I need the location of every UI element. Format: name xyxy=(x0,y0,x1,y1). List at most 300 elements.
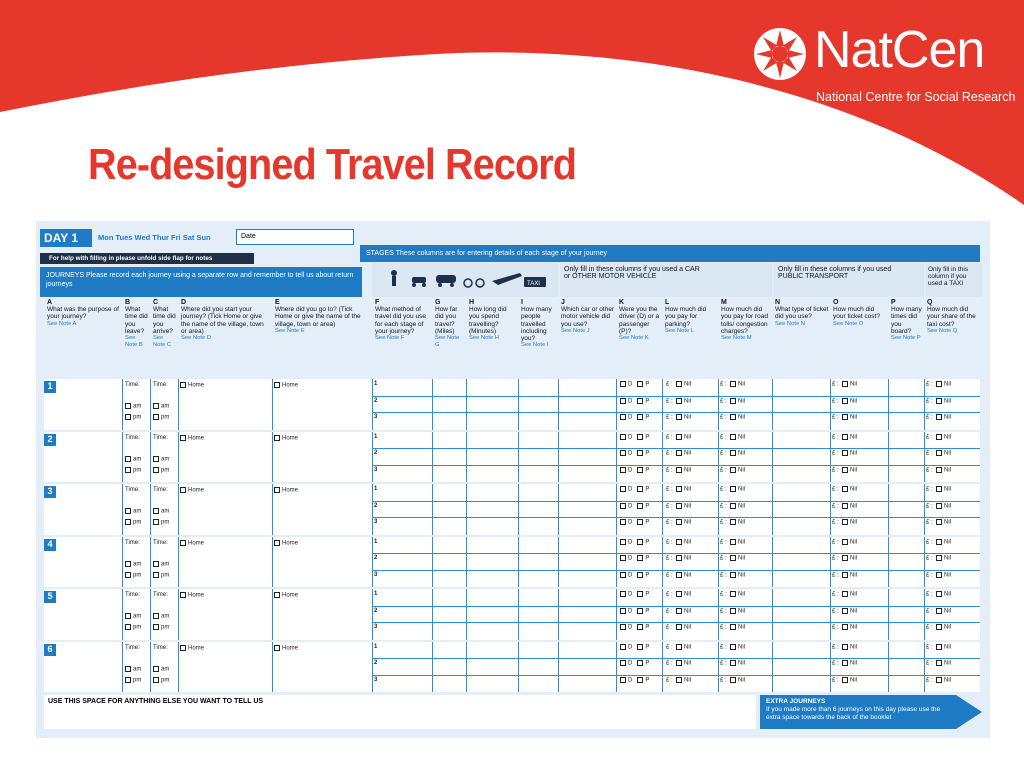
column-divider xyxy=(518,484,519,535)
start-home-option: Home xyxy=(180,435,204,443)
checkbox[interactable] xyxy=(125,414,131,420)
column-divider xyxy=(518,432,519,483)
column-text: What time did you leave? xyxy=(125,306,148,335)
column-key: L xyxy=(665,299,670,306)
checkbox[interactable] xyxy=(125,519,131,525)
taxi-cost: £ : Nil xyxy=(926,624,952,631)
checkbox[interactable] xyxy=(153,624,159,630)
checkbox[interactable] xyxy=(936,624,942,630)
checkbox[interactable] xyxy=(730,591,736,597)
checkbox[interactable] xyxy=(620,555,626,561)
checkbox[interactable] xyxy=(842,450,848,456)
checkbox[interactable] xyxy=(676,503,682,509)
checkbox[interactable] xyxy=(637,555,643,561)
ticket-cost: £ : Nil xyxy=(832,624,858,631)
checkbox[interactable] xyxy=(842,381,848,387)
column-divider xyxy=(616,589,617,640)
ticket-cost: £ : Nil xyxy=(832,434,858,441)
stage-number: 2 xyxy=(374,607,378,614)
checkbox[interactable] xyxy=(153,519,159,525)
checkbox[interactable] xyxy=(274,487,280,493)
toll-cost: £ : Nil xyxy=(720,644,746,651)
column-header-k xyxy=(619,299,661,342)
time-cell: Time: xyxy=(153,487,168,493)
column-divider xyxy=(616,379,617,430)
column-header-h xyxy=(469,299,517,342)
column-note: See Note O xyxy=(833,320,864,327)
start-home-option: Home xyxy=(180,487,204,495)
column-note: See Note B xyxy=(125,335,143,349)
checkbox[interactable] xyxy=(730,624,736,630)
checkbox[interactable] xyxy=(620,398,626,404)
checkbox[interactable] xyxy=(180,487,186,493)
checkbox[interactable] xyxy=(842,591,848,597)
journey-row-2 xyxy=(44,432,980,483)
column-note: See Note Q xyxy=(927,327,958,334)
checkbox[interactable] xyxy=(180,645,186,651)
checkbox[interactable] xyxy=(274,540,280,546)
checkbox[interactable] xyxy=(620,624,626,630)
column-divider xyxy=(558,484,559,535)
column-divider xyxy=(150,432,151,483)
parking-cost: £ : Nil xyxy=(666,450,692,457)
journey-number: 3 xyxy=(44,486,56,498)
ticket-cost: £ : Nil xyxy=(832,608,858,615)
start-home-option: Home xyxy=(180,540,204,548)
time-cell: Time: xyxy=(153,644,168,651)
checkbox[interactable] xyxy=(730,450,736,456)
checkbox[interactable] xyxy=(842,572,848,578)
checkbox[interactable] xyxy=(676,660,682,666)
column-header-o xyxy=(833,299,887,328)
checkbox[interactable] xyxy=(730,381,736,387)
checkbox[interactable] xyxy=(125,613,131,619)
checkbox[interactable] xyxy=(842,644,848,650)
checkbox[interactable] xyxy=(842,467,848,473)
parking-cost: £ : Nil xyxy=(666,608,692,615)
column-divider xyxy=(272,537,273,588)
ticket-cost: £ : Nil xyxy=(832,555,858,562)
toll-cost: £ : Nil xyxy=(720,381,746,388)
column-note: See Note N xyxy=(775,320,805,327)
column-divider xyxy=(830,537,831,588)
checkbox[interactable] xyxy=(637,677,643,683)
column-divider xyxy=(924,537,925,588)
checkbox[interactable] xyxy=(730,572,736,578)
stages-header: STAGES These columns are for entering details of each stage of your journey xyxy=(360,245,980,262)
journey-row-3 xyxy=(44,484,980,535)
checkbox[interactable] xyxy=(620,644,626,650)
ticket-cost: £ : Nil xyxy=(832,677,858,684)
column-key: E xyxy=(275,299,280,306)
checkbox[interactable] xyxy=(125,561,131,567)
checkbox[interactable] xyxy=(842,624,848,630)
taxi-cost: £ : Nil xyxy=(926,677,952,684)
driver-passenger-option: D P xyxy=(620,539,649,547)
checkbox[interactable] xyxy=(730,608,736,614)
checkbox[interactable] xyxy=(274,645,280,651)
checkbox[interactable] xyxy=(637,434,643,440)
checkbox[interactable] xyxy=(620,660,626,666)
pm-option: pm xyxy=(125,624,141,632)
checkbox[interactable] xyxy=(153,467,159,473)
checkbox[interactable] xyxy=(730,644,736,650)
checkbox[interactable] xyxy=(730,519,736,525)
toll-cost: £ : Nil xyxy=(720,519,746,526)
checkbox[interactable] xyxy=(637,608,643,614)
taxi-cost: £ : Nil xyxy=(926,572,952,579)
checkbox[interactable] xyxy=(637,572,643,578)
toll-cost: £ : Nil xyxy=(720,503,746,510)
checkbox[interactable] xyxy=(620,608,626,614)
column-divider xyxy=(616,484,617,535)
checkbox[interactable] xyxy=(936,660,942,666)
checkbox[interactable] xyxy=(676,414,682,420)
pm-option: pm xyxy=(125,414,141,422)
column-divider xyxy=(372,589,373,640)
checkbox[interactable] xyxy=(153,666,159,672)
checkbox[interactable] xyxy=(180,435,186,441)
checkbox[interactable] xyxy=(730,503,736,509)
checkbox[interactable] xyxy=(936,381,942,387)
column-divider xyxy=(150,379,151,430)
checkbox[interactable] xyxy=(637,591,643,597)
end-home-option: Home xyxy=(274,540,298,548)
checkbox[interactable] xyxy=(842,503,848,509)
checkbox[interactable] xyxy=(180,382,186,388)
column-divider xyxy=(888,537,889,588)
parking-cost: £ : Nil xyxy=(666,434,692,441)
checkbox[interactable] xyxy=(842,414,848,420)
parking-cost: £ : Nil xyxy=(666,677,692,684)
checkbox[interactable] xyxy=(274,592,280,598)
checkbox[interactable] xyxy=(936,450,942,456)
column-divider xyxy=(372,379,373,430)
checkbox[interactable] xyxy=(180,540,186,546)
checkbox[interactable] xyxy=(676,434,682,440)
checkbox[interactable] xyxy=(153,456,159,462)
column-divider xyxy=(150,537,151,588)
checkbox[interactable] xyxy=(936,555,942,561)
toll-cost: £ : Nil xyxy=(720,398,746,405)
column-divider xyxy=(372,642,373,693)
checkbox[interactable] xyxy=(676,519,682,525)
checkbox[interactable] xyxy=(153,613,159,619)
checkbox[interactable] xyxy=(637,624,643,630)
am-option: am xyxy=(125,666,141,674)
checkbox[interactable] xyxy=(153,508,159,514)
checkbox[interactable] xyxy=(620,572,626,578)
column-divider xyxy=(772,642,773,693)
column-note: See Note C xyxy=(153,335,172,349)
checkbox[interactable] xyxy=(936,486,942,492)
column-divider xyxy=(616,642,617,693)
ticket-cost: £ : Nil xyxy=(832,467,858,474)
end-home-option: Home xyxy=(274,382,298,390)
checkbox[interactable] xyxy=(620,539,626,545)
checkbox[interactable] xyxy=(637,644,643,650)
column-key: J xyxy=(561,299,565,306)
ticket-cost: £ : Nil xyxy=(832,539,858,546)
checkbox[interactable] xyxy=(620,677,626,683)
toll-cost: £ : Nil xyxy=(720,486,746,493)
column-text: How many people travelled including you? xyxy=(521,306,552,343)
stage-number: 1 xyxy=(374,538,378,545)
checkbox[interactable] xyxy=(676,539,682,545)
pm-option: pm xyxy=(153,467,169,475)
column-divider xyxy=(558,537,559,588)
checkbox[interactable] xyxy=(620,450,626,456)
column-note: See Note J xyxy=(561,327,590,334)
column-divider xyxy=(432,379,433,430)
pm-option: pm xyxy=(153,572,169,580)
journey-number: 5 xyxy=(44,591,56,603)
checkbox[interactable] xyxy=(936,398,942,404)
checkbox[interactable] xyxy=(620,486,626,492)
stage-number: 1 xyxy=(374,381,378,387)
column-divider xyxy=(924,379,925,430)
column-key: O xyxy=(833,299,839,306)
checkbox[interactable] xyxy=(620,434,626,440)
stage-number: 3 xyxy=(374,414,378,420)
column-divider xyxy=(272,379,273,430)
checkbox[interactable] xyxy=(730,398,736,404)
am-option: am xyxy=(125,561,141,569)
checkbox[interactable] xyxy=(842,677,848,683)
checkbox[interactable] xyxy=(637,414,643,420)
taxi-header-text: Only fill in this column if you used a TAXI xyxy=(928,266,969,288)
column-note: See Note K xyxy=(619,335,649,342)
column-divider xyxy=(272,589,273,640)
checkbox[interactable] xyxy=(637,503,643,509)
checkbox[interactable] xyxy=(936,503,942,509)
checkbox[interactable] xyxy=(637,486,643,492)
checkbox[interactable] xyxy=(637,398,643,404)
checkbox[interactable] xyxy=(620,591,626,597)
taxi-cost: £ : Nil xyxy=(926,519,952,526)
extra-journeys xyxy=(760,695,956,729)
day-label: DAY 1 xyxy=(40,229,92,247)
taxi-cost: £ : Nil xyxy=(926,503,952,510)
checkbox[interactable] xyxy=(676,624,682,630)
taxi-cost: £ : Nil xyxy=(926,381,952,388)
journey-row-6 xyxy=(44,642,980,693)
checkbox[interactable] xyxy=(730,660,736,666)
stage-divider xyxy=(372,501,980,502)
toll-cost: £ : Nil xyxy=(720,591,746,598)
checkbox[interactable] xyxy=(125,666,131,672)
checkbox[interactable] xyxy=(842,660,848,666)
stage-number: 3 xyxy=(374,624,378,630)
checkbox[interactable] xyxy=(620,414,626,420)
checkbox[interactable] xyxy=(125,456,131,462)
checkbox[interactable] xyxy=(676,572,682,578)
column-divider xyxy=(558,379,559,430)
parking-cost: £ : Nil xyxy=(666,467,692,474)
column-divider xyxy=(772,484,773,535)
checkbox[interactable] xyxy=(936,608,942,614)
column-text: Where did you start your journey? (Tick Home or give the name of the village, town or area) xyxy=(181,306,264,335)
checkbox[interactable] xyxy=(180,592,186,598)
checkbox[interactable] xyxy=(936,572,942,578)
column-divider xyxy=(888,379,889,430)
taxi-cost: £ : Nil xyxy=(926,450,952,457)
checkbox[interactable] xyxy=(730,414,736,420)
checkbox[interactable] xyxy=(842,486,848,492)
column-divider xyxy=(662,642,663,693)
checkbox[interactable] xyxy=(620,519,626,525)
checkbox[interactable] xyxy=(936,677,942,683)
column-divider xyxy=(432,432,433,483)
stage-divider xyxy=(372,448,980,449)
column-key: Q xyxy=(927,299,933,306)
checkbox[interactable] xyxy=(676,467,682,473)
stage-number: 3 xyxy=(374,519,378,525)
stage-number: 2 xyxy=(374,502,378,509)
pm-option: pm xyxy=(153,624,169,632)
checkbox[interactable] xyxy=(842,434,848,440)
checkbox[interactable] xyxy=(936,467,942,473)
checkbox[interactable] xyxy=(274,382,280,388)
time-cell: Time: xyxy=(125,644,140,651)
checkbox[interactable] xyxy=(842,608,848,614)
extra-journeys-arrow-icon xyxy=(956,695,982,729)
parking-cost: £ : Nil xyxy=(666,539,692,546)
checkbox[interactable] xyxy=(125,572,131,578)
column-header-b xyxy=(125,299,149,349)
checkbox[interactable] xyxy=(936,519,942,525)
checkbox[interactable] xyxy=(637,660,643,666)
checkbox[interactable] xyxy=(125,508,131,514)
checkbox[interactable] xyxy=(676,608,682,614)
checkbox[interactable] xyxy=(153,677,159,683)
checkbox[interactable] xyxy=(730,677,736,683)
column-text: How far did you travel? (Miles) xyxy=(435,306,458,335)
checkbox[interactable] xyxy=(676,644,682,650)
column-text: How much did your ticket cost? xyxy=(833,306,880,321)
column-note: See Note L xyxy=(665,327,695,334)
checkbox[interactable] xyxy=(620,503,626,509)
pm-option: pm xyxy=(125,572,141,580)
checkbox[interactable] xyxy=(125,467,131,473)
column-key: B xyxy=(125,299,131,306)
column-divider xyxy=(178,537,179,588)
checkbox[interactable] xyxy=(842,555,848,561)
checkbox[interactable] xyxy=(842,539,848,545)
checkbox[interactable] xyxy=(730,486,736,492)
time-cell: Time: xyxy=(125,382,140,388)
pm-option: pm xyxy=(153,677,169,685)
column-divider xyxy=(830,379,831,430)
checkbox[interactable] xyxy=(153,572,159,578)
column-divider xyxy=(830,642,831,693)
slide-title: Re-designed Travel Record xyxy=(88,140,577,189)
am-option: am xyxy=(153,456,169,464)
checkbox[interactable] xyxy=(637,381,643,387)
column-divider xyxy=(924,642,925,693)
stage-number: 1 xyxy=(374,433,378,440)
checkbox[interactable] xyxy=(676,677,682,683)
checkbox[interactable] xyxy=(730,467,736,473)
ticket-cost: £ : Nil xyxy=(832,591,858,598)
column-key: M xyxy=(721,299,727,306)
checkbox[interactable] xyxy=(676,486,682,492)
checkbox[interactable] xyxy=(637,519,643,525)
checkbox[interactable] xyxy=(637,450,643,456)
checkbox[interactable] xyxy=(637,467,643,473)
checkbox[interactable] xyxy=(676,591,682,597)
checkbox[interactable] xyxy=(676,381,682,387)
checkbox[interactable] xyxy=(842,519,848,525)
column-text: Where did you go to? (Tick Home or give the name of the village, town or area) xyxy=(275,306,361,328)
end-home-option: Home xyxy=(274,645,298,653)
checkbox[interactable] xyxy=(842,398,848,404)
checkbox[interactable] xyxy=(676,398,682,404)
checkbox[interactable] xyxy=(936,539,942,545)
stage-number: 2 xyxy=(374,397,378,404)
transport-mode-icons xyxy=(372,263,558,297)
column-header-f xyxy=(375,299,431,342)
column-divider xyxy=(432,537,433,588)
column-divider xyxy=(558,642,559,693)
checkbox[interactable] xyxy=(125,624,131,630)
checkbox[interactable] xyxy=(620,467,626,473)
column-divider xyxy=(718,432,719,483)
am-option: am xyxy=(125,613,141,621)
checkbox[interactable] xyxy=(676,450,682,456)
ticket-cost: £ : Nil xyxy=(832,572,858,579)
column-divider xyxy=(830,589,831,640)
column-header-l xyxy=(665,299,717,335)
checkbox[interactable] xyxy=(936,644,942,650)
column-key: G xyxy=(435,299,441,306)
ticket-cost: £ : Nil xyxy=(832,644,858,651)
checkbox[interactable] xyxy=(936,591,942,597)
pm-option: pm xyxy=(153,414,169,422)
column-divider xyxy=(466,484,467,535)
column-key: K xyxy=(619,299,625,306)
checkbox[interactable] xyxy=(153,403,159,409)
checkbox[interactable] xyxy=(637,539,643,545)
checkbox[interactable] xyxy=(620,381,626,387)
journey-row-4 xyxy=(44,537,980,588)
column-divider xyxy=(772,537,773,588)
checkbox[interactable] xyxy=(153,561,159,567)
stage-number: 1 xyxy=(374,486,378,492)
column-divider xyxy=(616,537,617,588)
checkbox[interactable] xyxy=(125,403,131,409)
checkbox[interactable] xyxy=(730,539,736,545)
taxi-cost: £ : Nil xyxy=(926,398,952,405)
ticket-cost: £ : Nil xyxy=(832,519,858,526)
checkbox[interactable] xyxy=(936,414,942,420)
ticket-cost: £ : Nil xyxy=(832,398,858,405)
column-divider xyxy=(830,432,831,483)
checkbox[interactable] xyxy=(730,555,736,561)
checkbox[interactable] xyxy=(936,434,942,440)
parking-cost: £ : Nil xyxy=(666,486,692,493)
checkbox[interactable] xyxy=(274,435,280,441)
car-header-box xyxy=(560,263,772,297)
notes-space: USE THIS SPACE FOR ANYTHING ELSE YOU WANT TO TELL US xyxy=(44,695,756,729)
checkbox[interactable] xyxy=(153,414,159,420)
checkbox[interactable] xyxy=(730,434,736,440)
checkbox[interactable] xyxy=(125,677,131,683)
column-divider xyxy=(178,484,179,535)
checkbox[interactable] xyxy=(676,555,682,561)
end-home-option: Home xyxy=(274,487,298,495)
column-divider xyxy=(662,589,663,640)
